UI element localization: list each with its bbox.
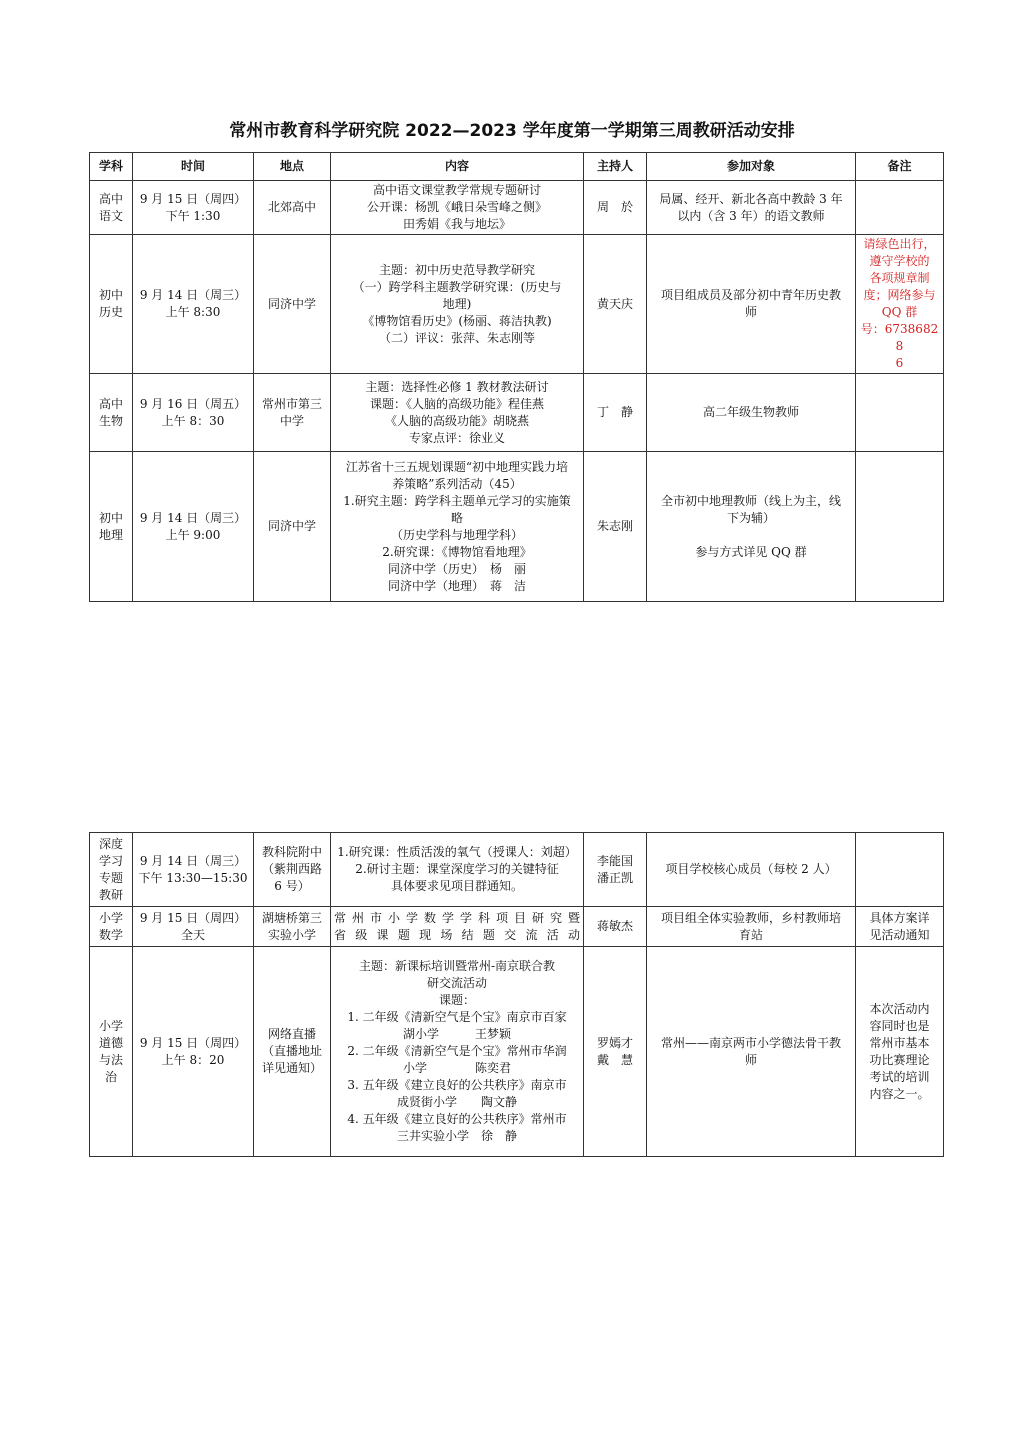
table-row [90,181,944,235]
cell-line: 初中 [98,288,123,302]
place-cell [254,181,331,235]
cell-line: 育站 [738,927,763,942]
subject-cell [90,833,133,907]
cell-line: 见活动通知 [869,927,930,942]
cell-line [650,527,852,544]
cell-line: 具体要求见项目群通知。 [390,879,523,893]
cell-line: 李能国 [596,853,633,868]
header-participants: 参加对象 [647,153,856,181]
remark-cell [856,907,944,947]
participants-cell [647,907,856,947]
place-cell [254,235,331,374]
host-cell [584,907,647,947]
cell-line: （历史学科与地理学科） [390,527,523,542]
cell-line: 生物 [98,413,123,428]
cell-line: 遵守学校的 [869,254,930,268]
participants-cell [647,374,856,452]
cell-line: 3. 五年级《建立良好的公共秩序》南京市 [347,1078,567,1092]
cell-line: 语文 [98,208,123,223]
cell-line: （二）评议：张萍、朱志刚等 [378,330,535,345]
cell-line: 公开课：杨凯《峨日朵雪峰之侧》 [366,200,547,214]
cell-line: 主题：新课标培训暨常州-南京联合教 [358,959,556,973]
cell-line: 江苏省十三五规划课题“初中地理实践力培 [345,459,569,474]
host-cell [584,374,647,452]
cell-line: 号：67386828 [860,322,939,353]
cell-line: 专家点评：徐业义 [408,430,505,445]
cell-line: 戴 慧 [596,1052,633,1067]
header-host: 主持人 [584,153,647,181]
cell-line: 田秀娟《我与地坛》 [402,217,511,231]
host-cell [584,181,647,235]
participants-cell [647,947,856,1157]
cell-line: （一）跨学科主题教学研究课：(历史与 [352,279,562,294]
cell-line: 三井实验小学 徐 静 [396,1129,517,1143]
time-cell [133,181,254,235]
subject-cell [90,907,133,947]
cell-line: 学习 [98,853,123,868]
table-row [90,452,944,602]
place-cell [254,833,331,907]
cell-line: 湖塘桥第三 [261,910,322,925]
cell-line: 养策略”系列活动（45） [392,476,522,491]
place-cell [254,907,331,947]
participants-cell [647,235,856,374]
cell-line: 高二年级生物教师 [702,405,799,419]
cell-line: 地理) [442,296,472,311]
content-cell [331,833,584,907]
table-row [90,947,944,1157]
cell-line: 度；网络参与 [863,288,936,302]
cell-line: 请绿色出行， [863,237,936,251]
content-cell [331,181,584,235]
cell-line: 治 [104,1069,117,1084]
time-cell [133,235,254,374]
cell-line: 师 [744,1052,757,1067]
cell-line: 潘正凯 [596,870,633,885]
cell-line: 9 月 14 日（周三） [139,288,247,302]
cell-line: 功比赛理论 [869,1052,930,1067]
remark-cell [856,947,944,1157]
cell-line: 课题：《人脑的高级功能》程佳燕 [369,396,544,411]
cell-line: 教研 [98,887,123,902]
cell-line: 与法 [98,1052,123,1067]
content-cell [331,235,584,374]
cell-line: 容同时也是 [869,1018,930,1033]
host-cell [584,452,647,602]
cell-line: 中学 [279,413,304,428]
header-time: 时间 [133,153,254,181]
cell-line: 1.研究主题：跨学科主题单元学习的实施策 [343,493,571,508]
subject-cell [90,374,133,452]
cell-line: （直播地址 [261,1044,322,1058]
table-row [90,833,944,907]
cell-line: 历史 [98,305,123,319]
cell-line: 师 [744,305,757,319]
cell-line: 常州市基本 [869,1035,930,1050]
host-cell [584,947,647,1157]
cell-line: 黄天庆 [596,296,633,311]
place-cell [254,374,331,452]
content-cell [331,452,584,602]
cell-line: 常州市第三 [261,396,322,411]
remark-cell [856,452,944,602]
cell-line: 教科院附中 [261,845,322,859]
content-cell [331,947,584,1157]
cell-line: 9 月 15 日（周四） [139,910,247,925]
cell-line: 9 月 14 日（周三） [139,853,247,868]
host-cell [584,833,647,907]
remark-cell [856,833,944,907]
cell-line: 略 [450,510,463,525]
cell-line: 上午 8：20 [161,1052,225,1067]
cell-line: 数学 [98,927,123,942]
cell-line: 道德 [98,1035,123,1050]
document-title: 常州市教育科学研究院 2022—2023 学年度第一学期第三周教研活动安排 [229,121,795,141]
cell-line: 项目组成员及部分初中青年历史教 [660,288,841,302]
cell-line: 小学 [98,1018,123,1033]
cell-line: 湖小学 王梦颖 [402,1027,511,1041]
cell-line: 项目学校核心成员（每校 2 人） [665,862,837,876]
cell-line: 《人脑的高级功能》胡晓燕 [384,413,529,428]
cell-line: 网络直播 [267,1027,316,1041]
cell-line: 常州市小学数学学科项目研究暨 [334,910,580,925]
content-cell [331,907,584,947]
cell-line: 9 月 14 日（周三） [139,510,247,525]
time-cell [133,452,254,602]
cell-line: 9 月 15 日（周四） [139,191,247,206]
cell-line: 同济中学（历史） 杨 丽 [387,561,526,576]
header-subject: 学科 [90,153,133,181]
cell-line: 项目组全体实验教师，乡村教师培 [660,910,841,925]
cell-line: 常州——南京两市小学德法骨干教 [660,1035,841,1050]
table-row [90,374,944,452]
cell-line: 4. 五年级《建立良好的公共秩序》常州市 [347,1112,567,1126]
cell-line: 朱志刚 [596,519,633,533]
cell-line: 上午 8：30 [161,413,225,428]
cell-line: 1. 二年级《清新空气是个宝》南京市百家 [347,1010,567,1024]
cell-line: 6 号） [274,879,310,893]
table-header-row [90,153,944,181]
cell-line: 详见通知） [261,1061,322,1075]
cell-line: 内容之一。 [869,1086,930,1101]
cell-line: 全天 [180,927,205,942]
cell-line: 罗嫣才 [596,1035,633,1050]
time-cell [133,947,254,1157]
cell-line: 2.研究课：《博物馆看地理》 [382,544,532,559]
cell-line: 6 [895,356,904,370]
participants-cell [647,181,856,235]
cell-line: 下为辅） [726,510,775,525]
cell-line: 参与方式详见 QQ 群 [695,544,807,559]
cell-line: 高中语文课堂教学常规专题研讨 [372,183,541,197]
cell-line: （紫荆西路 [261,862,322,876]
place-cell [254,452,331,602]
participants-cell [647,452,856,602]
table-row [90,235,944,374]
cell-line: 《博物馆看历史》(杨丽、蒋洁执教) [362,313,552,328]
header-place: 地点 [254,153,331,181]
cell-line: 高中 [98,191,123,206]
schedule-table-1 [89,152,944,602]
cell-line: 上午 9:00 [165,527,221,542]
cell-line: 成贤街小学 陶文静 [396,1095,517,1109]
time-cell [133,833,254,907]
cell-line: 实验小学 [267,927,316,942]
cell-line: QQ 群 [881,305,918,319]
cell-line: 主题：初中历史范导教学研究 [378,262,535,277]
cell-line: 高中 [98,396,123,411]
cell-line: 以内（含 3 年）的语文教师 [677,208,825,223]
subject-cell [90,452,133,602]
cell-line: 全市初中地理教师（线上为主，线 [660,493,841,508]
time-cell [133,907,254,947]
cell-line: 地理 [98,527,123,542]
cell-line: 北郊高中 [267,200,316,214]
cell-line: 研交流活动 [426,976,487,990]
cell-line: 1.研究课：性质活泼的氧气（授课人：刘超） [337,845,577,859]
cell-line: 深度 [98,836,123,851]
header-remark: 备注 [856,153,944,181]
cell-line: 具体方案详 [869,910,930,925]
participants-cell [647,833,856,907]
subject-cell [90,235,133,374]
cell-line: 上午 8:30 [165,305,221,319]
cell-line: 丁 静 [596,405,633,419]
cell-line: 同济中学 [267,296,316,311]
cell-line: 同济中学（地理） 蒋 洁 [387,578,526,593]
cell-line: 课题： [438,993,475,1007]
cell-line: 局属、经开、新北各高中教龄 3 年 [659,191,843,206]
time-cell [133,374,254,452]
cell-line: 本次活动内 [869,1001,930,1016]
cell-line: 考试的培训 [869,1069,930,1084]
cell-line: 周 於 [596,200,633,214]
header-content: 内容 [331,153,584,181]
cell-line: 下午 13:30—15:30 [138,870,248,885]
cell-line: 9 月 16 日（周五） [139,396,247,411]
cell-line: 小学 [98,910,123,925]
remark-cell [856,235,944,374]
cell-line: 专题 [98,870,123,885]
cell-line: 蒋敏杰 [596,919,633,933]
cell-line: 初中 [98,510,123,525]
subject-cell [90,947,133,1157]
cell-line: 下午 1:30 [165,208,221,223]
cell-line: 主题：选择性必修 1 教材教法研讨 [365,379,549,394]
cell-line: 各项规章制 [869,271,930,285]
cell-line: 小学 陈奕君 [402,1061,511,1075]
cell-line: 9 月 15 日（周四） [139,1035,247,1050]
remark-cell [856,374,944,452]
subject-cell [90,181,133,235]
place-cell [254,947,331,1157]
schedule-table-2 [89,832,944,1157]
remark-cell [856,181,944,235]
cell-line: 省级课题现场结题交流活动 [334,927,580,942]
cell-line: 同济中学 [267,519,316,533]
cell-line: 2. 二年级《清新空气是个宝》常州市华润 [347,1044,567,1058]
cell-line: 2.研讨主题：课堂深度学习的关键特征 [355,862,559,876]
host-cell [584,235,647,374]
table-row [90,907,944,947]
content-cell [331,374,584,452]
